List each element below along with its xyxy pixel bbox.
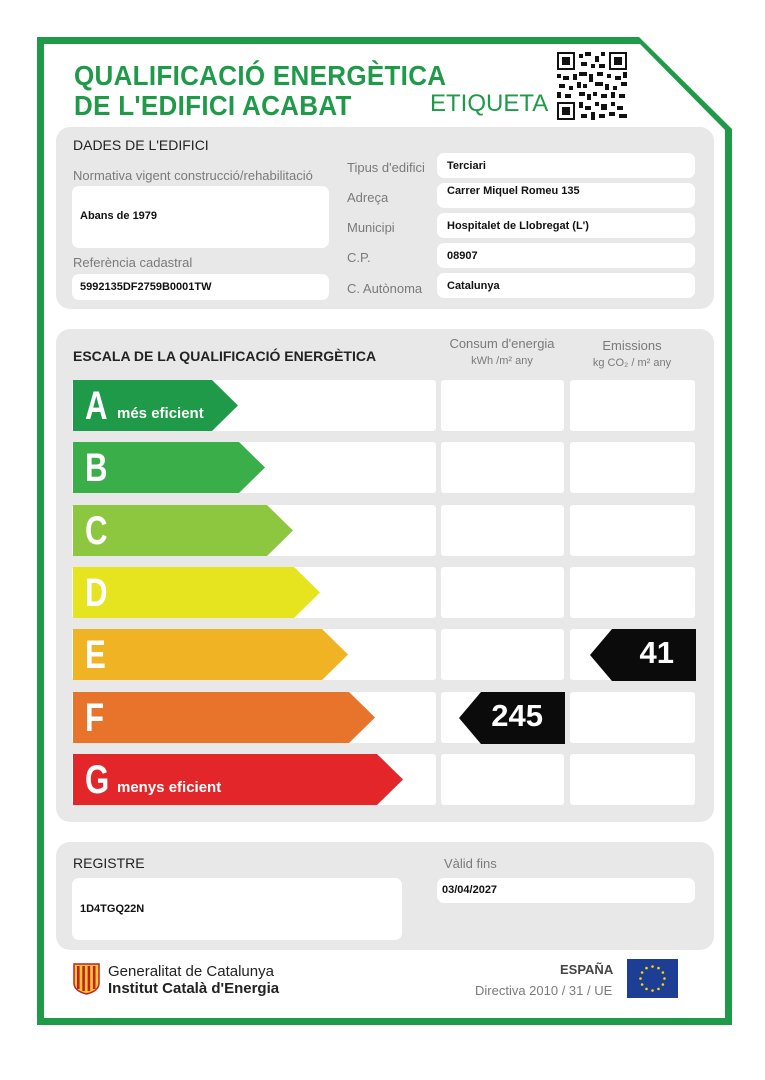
class-g-arrow [73,754,403,805]
cadastral-value: 5992135DF2759B0001TW [80,281,212,293]
class-d-arrow [73,567,320,618]
regulation-label: Normativa vigent construcció/rehabilitació [73,168,313,183]
consumption-cell [441,505,564,556]
registry-section-title: REGISTRE [73,855,145,871]
building-type-label: Tipus d'edifici [347,160,425,175]
emissions-indicator-value: 41 [639,635,674,670]
emissions-cell [570,505,695,556]
country-label: ESPAÑA [560,962,614,977]
postal-code-label: C.P. [347,250,371,265]
org-name-line1: Generalitat de Catalunya [108,963,274,980]
consumption-indicator [459,692,565,744]
org-name-line2: Institut Català d'Energia [108,980,280,997]
class-letter: D [85,571,108,615]
valid-until-label: Vàlid fins [444,856,497,871]
class-letter: E [85,633,106,677]
postal-code-value: 08907 [447,250,478,262]
class-letter: B [85,446,108,490]
address-label: Adreça [347,190,389,205]
emissions-cell [570,442,695,493]
registry-value: 1D4TGQ22N [80,903,145,915]
building-type-value: Terciari [447,160,486,172]
directive-label: Directiva 2010 / 31 / UE [475,983,613,998]
qr-code-icon [557,52,627,120]
emissions-indicator [590,629,696,681]
region-label: C. Autònoma [347,281,423,296]
class-e-arrow [73,629,348,680]
scale-section-title: ESCALA DE LA QUALIFICACIÓ ENERGÈTICA [73,348,377,364]
consumption-cell [441,629,564,680]
municipality-label: Municipi [347,220,395,235]
page-subtitle: DE L'EDIFICI ACABAT [74,90,352,122]
cadastral-label: Referència cadastral [73,255,193,270]
class-a-arrow [73,380,238,431]
class-letter: C [85,509,108,553]
class-description: menys eficient [117,779,222,796]
generalitat-logo-icon [73,963,100,995]
consumption-indicator-value: 245 [491,698,543,733]
building-section-title: DADES DE L'EDIFICI [73,137,209,153]
class-f-arrow [73,692,375,743]
page-title: QUALIFICACIÓ ENERGÈTICA [74,60,447,92]
regulation-value: Abans de 1979 [80,210,158,222]
consumption-cell [441,754,564,805]
label-tag: ETIQUETA [430,90,549,117]
eu-flag-icon [627,959,678,998]
address-value: Carrer Miquel Romeu 135 [447,185,580,197]
emissions-cell [570,692,695,743]
class-letter: A [85,384,108,428]
consumption-cell [441,567,564,618]
emissions-header: Emissions kg CO₂ / m² any [592,338,672,369]
class-c-arrow [73,505,293,556]
class-description: més eficient [117,405,204,422]
consumption-header: Consum d'energia kWh /m² any [449,336,555,367]
municipality-value: Hospitalet de Llobregat (L') [447,220,589,232]
emissions-cell [570,380,695,431]
emissions-cell [570,567,695,618]
class-letter: F [85,696,105,740]
consumption-cell [441,380,564,431]
valid-until-value: 03/04/2027 [442,884,498,896]
consumption-cell [441,442,564,493]
region-value: Catalunya [447,280,500,292]
class-letter: G [85,758,110,802]
class-b-arrow [73,442,265,493]
emissions-cell [570,754,695,805]
